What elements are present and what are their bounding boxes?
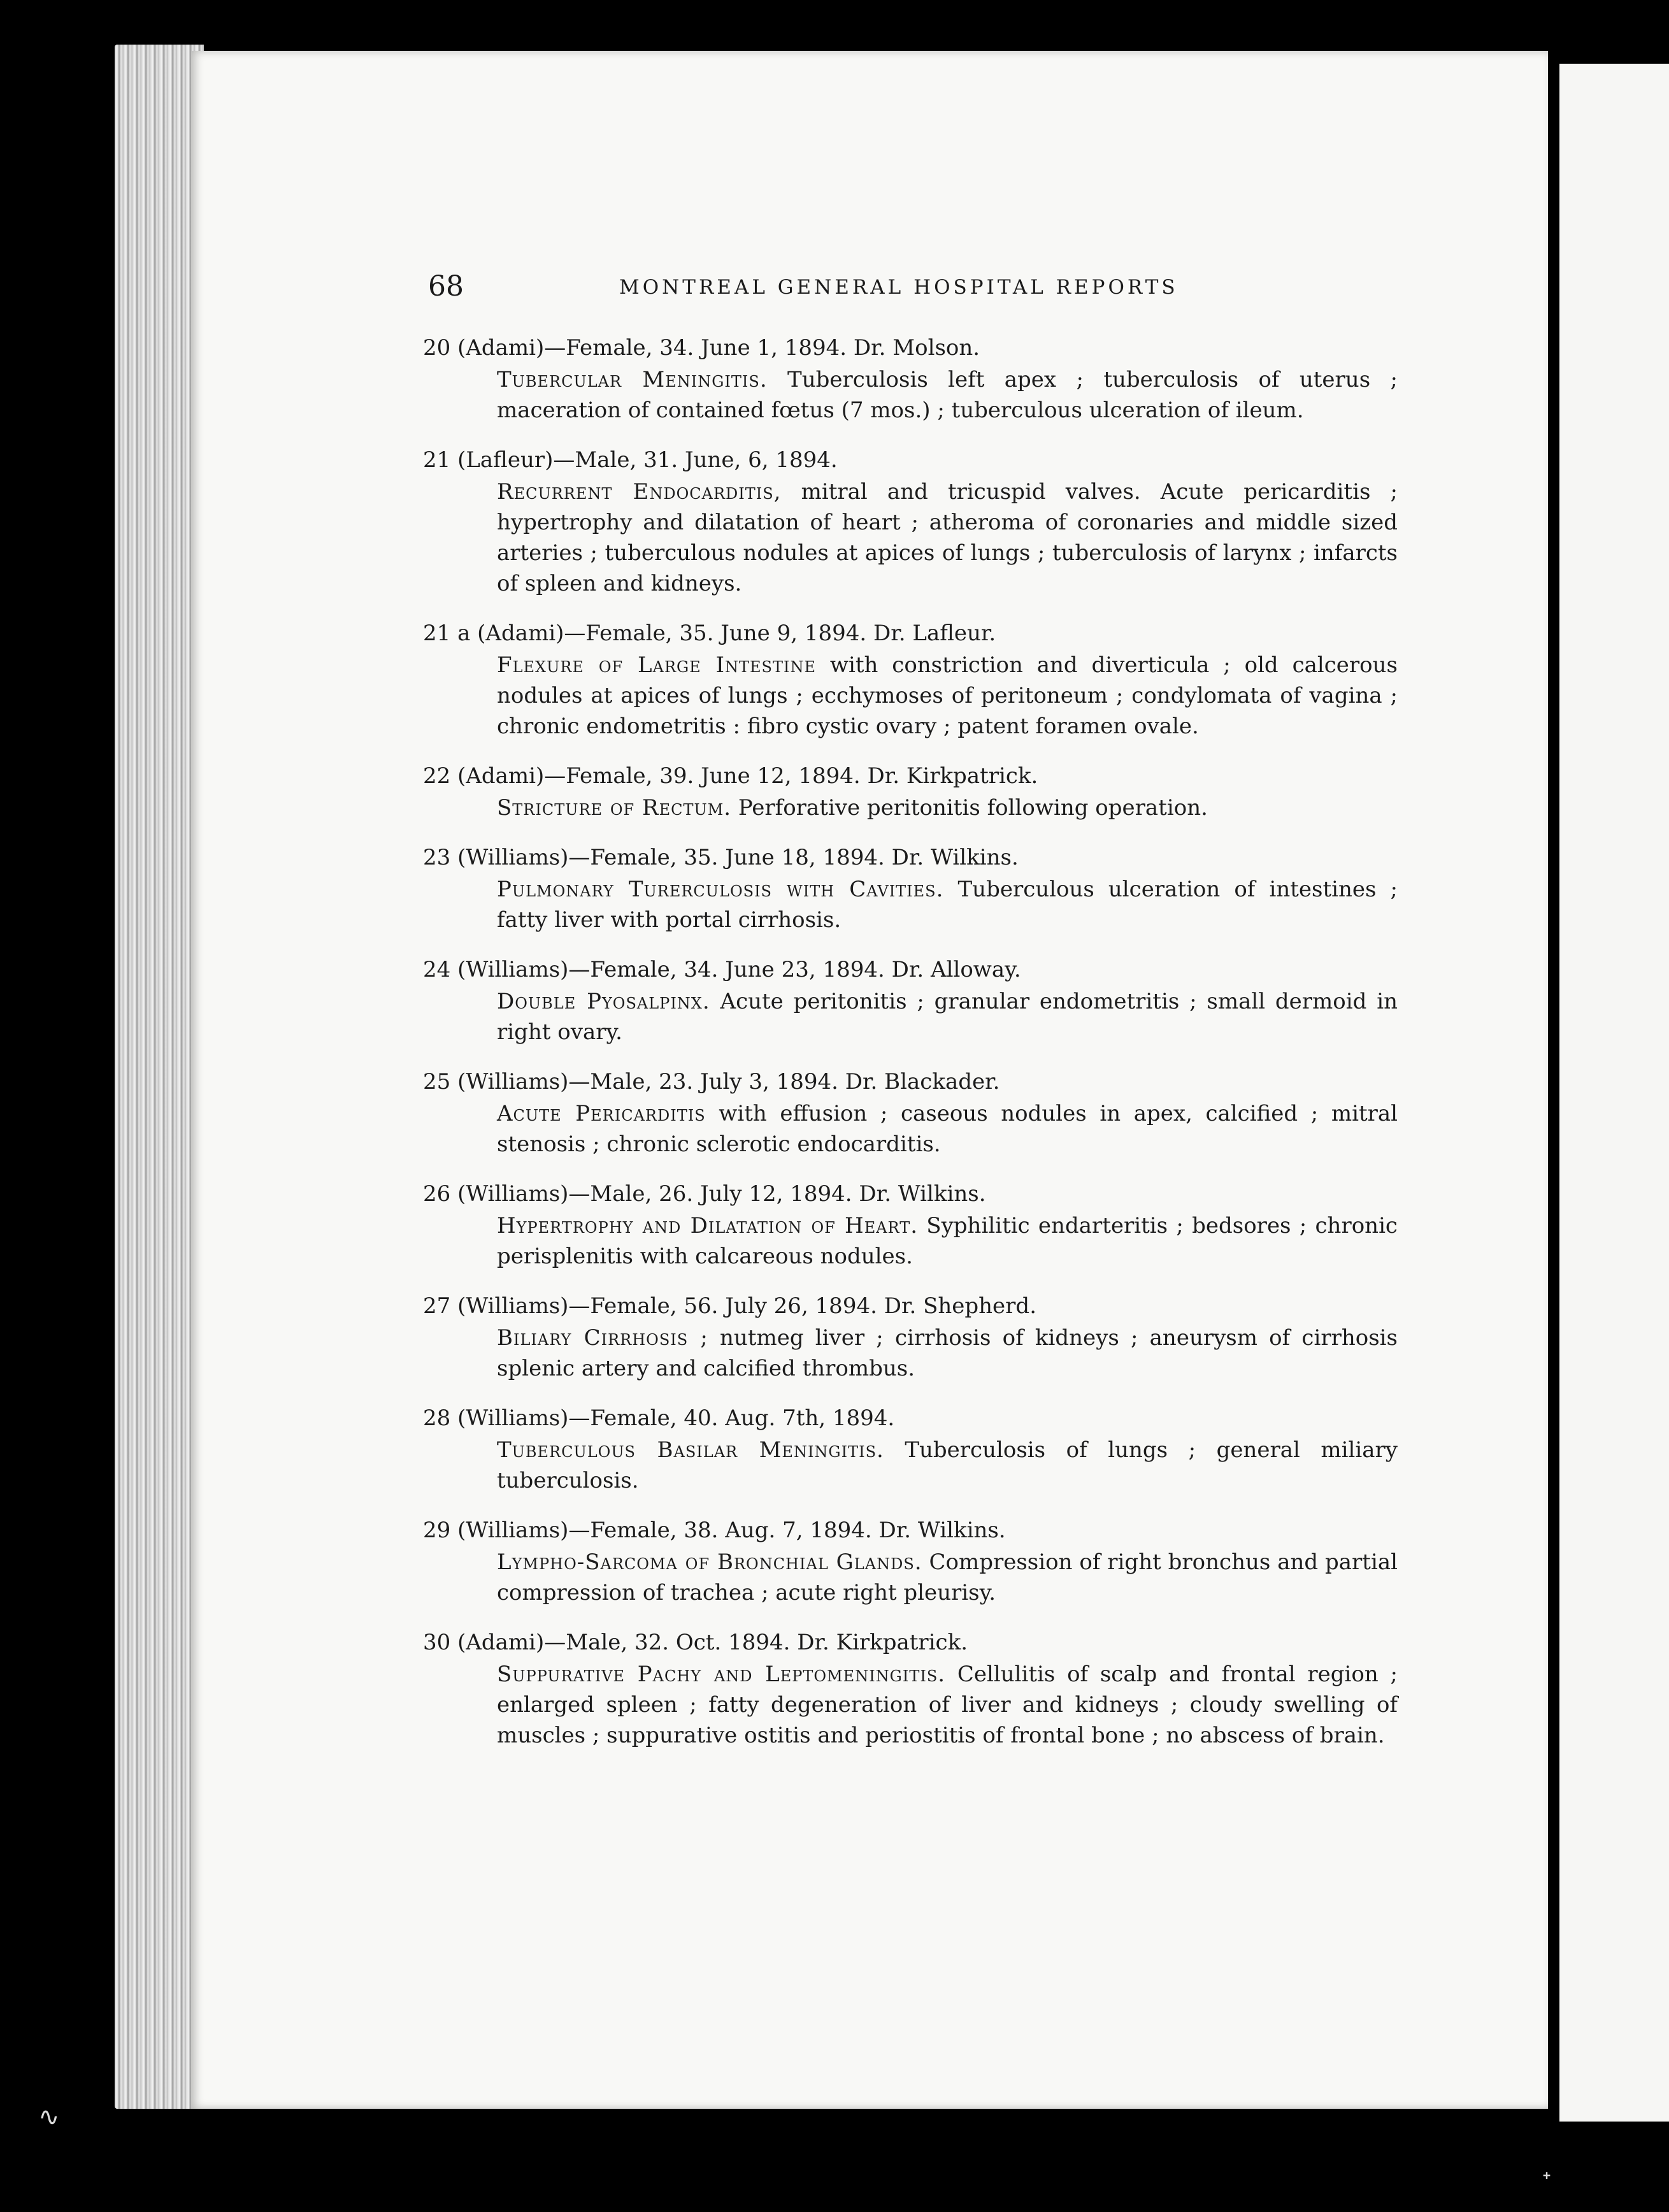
case-diagnosis: Tuberculous Basilar Meningitis. — [497, 1437, 884, 1463]
case-heading: 30 (Adami)—Male, 32. Oct. 1894. Dr. Kirkpatrick. — [423, 1630, 968, 1655]
case-heading: 21 (Lafleur)—Male, 31. June, 6, 1894. — [423, 447, 838, 473]
case-diagnosis: Suppurative Pachy and Leptomeningitis. — [497, 1662, 946, 1687]
case-findings-text: Cellulitis of scalp and frontal region ; enlarged spleen ; fatty degeneration of liver and kidneys ; cloudy swelling of muscles ; suppurative ostitis and periostitis of frontal bone ; no abscess of brain. — [497, 1662, 1398, 1748]
case-heading: 21 a (Adami)—Female, 35. June 9, 1894. Dr. Lafleur. — [423, 621, 996, 646]
case-heading: 26 (Williams)—Male, 26. July 12, 1894. Dr. Wilkins. — [423, 1181, 986, 1207]
case-findings-text: Compression of right bronchus and partial compression of trachea ; acute right pleurisy. — [497, 1549, 1398, 1605]
case-heading: 28 (Williams)—Female, 40. Aug. 7th, 1894. — [423, 1405, 895, 1431]
case-entry — [423, 1626, 1398, 1751]
case-findings — [497, 986, 1398, 1047]
case-diagnosis: Hypertrophy and Dilatation of Heart. — [497, 1213, 919, 1239]
case-findings-text: Tuberculous ulceration of intestines ; fatty liver with portal cirrhosis. — [497, 877, 1398, 933]
case-diagnosis: Recurrent Endocarditis, — [497, 479, 782, 505]
page-number: 68 — [428, 270, 464, 303]
case-findings — [497, 650, 1398, 742]
case-heading: 22 (Adami)—Female, 39. June 12, 1894. Dr. Kirkpatrick. — [423, 763, 1038, 789]
case-findings — [497, 477, 1398, 599]
case-heading: 24 (Williams)—Female, 34. June 23, 1894. Dr. Alloway. — [423, 957, 1021, 982]
case-findings-text: with effusion ; caseous nodules in apex, calcified ; mitral stenosis ; chronic sclerotic endocarditis. — [497, 1101, 1398, 1157]
case-entry — [423, 953, 1398, 1047]
case-heading: 29 (Williams)—Female, 38. Aug. 7, 1894. Dr. Wilkins. — [423, 1518, 1006, 1543]
case-entry — [423, 1514, 1398, 1608]
case-findings-text: Tuberculosis left apex ; tuberculosis of uterus ; maceration of contained fœtus (7 mos.) ; tuberculous ulceration of ileum. — [497, 367, 1398, 423]
case-findings-text: nutmeg liver ; cirrhosis of kidneys ; aneurysm of cirrhosis splenic artery and calcified thrombus. — [497, 1325, 1398, 1381]
case-diagnosis: Biliary Cirrhosis ; — [497, 1325, 708, 1351]
case-findings — [497, 1435, 1398, 1496]
case-findings — [497, 1210, 1398, 1272]
case-findings-text: with constriction and diverticula ; old calcerous nodules at apices of lungs ; ecchymoses of peritoneum ; condylomata of vagina ; chronic endometritis : fibro cystic ovary ; patent foramen ovale. — [497, 652, 1398, 739]
case-diagnosis: Double Pyosalpinx. — [497, 989, 710, 1014]
case-findings — [497, 1659, 1398, 1751]
case-findings — [497, 1547, 1398, 1608]
case-diagnosis: Lympho-Sarcoma of Bronchial Glands. — [497, 1549, 922, 1575]
case-findings-text: Acute peritonitis ; granular endometritis ; small dermoid in right ovary. — [497, 989, 1398, 1045]
case-entry — [423, 617, 1398, 742]
scan-speck-mark: ∿ — [38, 2102, 60, 2132]
case-findings — [497, 1098, 1398, 1160]
running-head: MONTREAL GENERAL HOSPITAL REPORTS — [619, 276, 1178, 299]
case-findings-text: mitral and tricuspid valves. Acute pericarditis ; hypertrophy and dilatation of heart ; atheroma of coronaries and middle sized arteries ; tuberculous nodules at apices of lungs ; tuberculosis of larynx ; infarcts of spleen and kidneys. — [497, 479, 1398, 596]
case-entry — [423, 759, 1398, 823]
case-diagnosis: Acute Pericarditis — [497, 1101, 706, 1126]
case-findings-text: Syphilitic endarteritis ; bedsores ; chronic perisplenitis with calcareous nodules. — [497, 1213, 1398, 1269]
case-heading: 20 (Adami)—Female, 34. June 1, 1894. Dr. Molson. — [423, 335, 980, 361]
case-diagnosis: Tubercular Meningitis. — [497, 367, 768, 392]
facing-page-edge — [1559, 64, 1669, 2122]
book-page-edges — [115, 45, 204, 2109]
case-findings — [497, 1323, 1398, 1384]
case-entry — [423, 1065, 1398, 1160]
case-entry — [423, 331, 1398, 426]
case-diagnosis: Pulmonary Turerculosis with Cavities. — [497, 877, 944, 902]
case-findings — [497, 364, 1398, 426]
autopsy-case-list — [423, 331, 1398, 1769]
case-entry — [423, 1177, 1398, 1272]
case-diagnosis: Flexure of Large Intestine — [497, 652, 816, 678]
case-entry — [423, 443, 1398, 599]
case-heading: 25 (Williams)—Male, 23. July 3, 1894. Dr. Blackader. — [423, 1069, 1000, 1095]
case-findings-text: Perforative peritonitis following operation. — [731, 795, 1208, 821]
case-findings — [497, 874, 1398, 935]
case-findings-text: Tuberculosis of lungs ; general miliary tuberculosis. — [497, 1437, 1398, 1493]
case-diagnosis: Stricture of Rectum. — [497, 795, 732, 821]
case-heading: 23 (Williams)—Female, 35. June 18, 1894. Dr. Wilkins. — [423, 845, 1019, 870]
page-header — [428, 268, 1205, 306]
scan-speck-mark: ᐩ — [1542, 2166, 1552, 2195]
case-findings — [497, 793, 1398, 823]
case-entry — [423, 841, 1398, 935]
case-entry — [423, 1402, 1398, 1496]
case-entry — [423, 1289, 1398, 1384]
case-heading: 27 (Williams)—Female, 56. July 26, 1894. Dr. Shepherd. — [423, 1293, 1037, 1319]
